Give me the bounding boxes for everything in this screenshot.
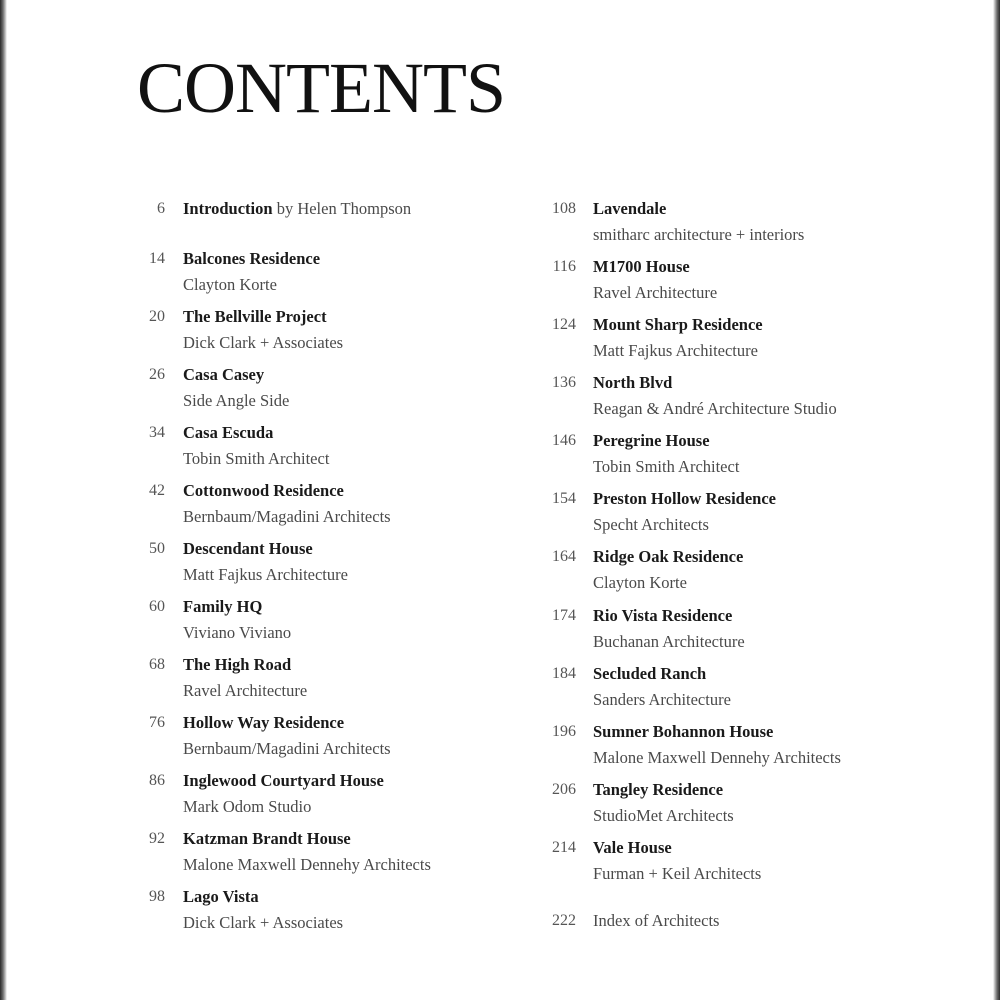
architect-name: Sanders Architecture — [593, 690, 731, 709]
intro-byline: by Helen Thompson — [276, 199, 412, 218]
architect-name: Clayton Korte — [593, 573, 687, 592]
project-name: Lavendale — [593, 199, 667, 218]
page-number: 146 — [552, 432, 576, 449]
page-edge-right — [993, 0, 1000, 1000]
page-number: 184 — [552, 665, 576, 682]
architect-name: smitharc architecture + interiors — [593, 225, 805, 244]
page-number: 60 — [149, 598, 165, 615]
page-title: CONTENTS — [137, 48, 505, 128]
page-number: 108 — [552, 200, 576, 217]
page-number: 98 — [149, 888, 165, 905]
intro-label: Introduction — [183, 199, 273, 218]
page-number: 164 — [552, 548, 576, 565]
project-name: The Bellville Project — [183, 307, 327, 326]
architect-name: Dick Clark + Associates — [183, 333, 344, 352]
project-name: Casa Escuda — [183, 423, 274, 442]
project-name: Katzman Brandt House — [183, 829, 351, 848]
project-name: The High Road — [183, 655, 292, 674]
project-name: North Blvd — [593, 373, 673, 392]
architect-name: Malone Maxwell Dennehy Architects — [593, 748, 841, 767]
page-edge-left — [0, 0, 7, 1000]
page-number: 196 — [552, 723, 576, 740]
page-number: 6 — [157, 200, 165, 217]
page-number: 34 — [149, 424, 165, 441]
page-number: 68 — [149, 656, 165, 673]
page-number: 206 — [552, 781, 576, 798]
project-name: Descendant House — [183, 539, 313, 558]
project-name: Inglewood Courtyard House — [183, 771, 384, 790]
architect-name: Specht Architects — [593, 515, 709, 534]
entry-title — [183, 200, 411, 218]
page-number: 124 — [552, 316, 576, 333]
architect-name: Malone Maxwell Dennehy Architects — [183, 855, 431, 874]
project-name: Casa Casey — [183, 365, 265, 384]
index-label: Index of Architects — [593, 911, 720, 930]
architect-name: Bernbaum/Magadini Architects — [183, 739, 391, 758]
page-number: 214 — [552, 839, 576, 856]
page-number: 92 — [149, 830, 165, 847]
page-number: 26 — [149, 366, 165, 383]
page-number: 42 — [149, 482, 165, 499]
architect-name: Dick Clark + Associates — [183, 913, 344, 932]
project-name: Cottonwood Residence — [183, 481, 344, 500]
architect-name: Mark Odom Studio — [183, 797, 312, 816]
page-number: 222 — [552, 912, 576, 929]
page-number: 20 — [149, 308, 165, 325]
architect-name: Tobin Smith Architect — [183, 449, 330, 468]
architect-name: Matt Fajkus Architecture — [183, 565, 348, 584]
project-name: Preston Hollow Residence — [593, 489, 777, 508]
page-number: 174 — [552, 607, 576, 624]
page-number: 154 — [552, 490, 576, 507]
page-number: 50 — [149, 540, 165, 557]
page-number: 116 — [552, 258, 576, 275]
page-number: 136 — [552, 374, 576, 391]
project-name: Hollow Way Residence — [183, 713, 345, 732]
architect-name: Reagan & André Architecture Studio — [593, 399, 837, 418]
architect-name: Furman + Keil Architects — [593, 864, 762, 883]
page-number: 86 — [149, 772, 165, 789]
architect-name: Matt Fajkus Architecture — [593, 341, 758, 360]
architect-name: Ravel Architecture — [183, 681, 308, 700]
page-number: 76 — [149, 714, 165, 731]
project-name: Balcones Residence — [183, 249, 321, 268]
architect-name: Bernbaum/Magadini Architects — [183, 507, 391, 526]
project-name: Ridge Oak Residence — [593, 547, 744, 566]
project-name: M1700 House — [593, 257, 690, 276]
architect-name: Clayton Korte — [183, 275, 277, 294]
architect-name: Side Angle Side — [183, 391, 290, 410]
project-name: Secluded Ranch — [593, 664, 707, 683]
architect-name: Ravel Architecture — [593, 283, 718, 302]
page-number: 14 — [149, 250, 165, 267]
architect-name: Viviano Viviano — [183, 623, 292, 642]
project-name: Sumner Bohannon House — [593, 722, 774, 741]
project-name: Mount Sharp Residence — [593, 315, 763, 334]
architect-name: Tobin Smith Architect — [593, 457, 740, 476]
project-name: Family HQ — [183, 597, 263, 616]
project-name: Vale House — [593, 838, 672, 857]
project-name: Lago Vista — [183, 887, 259, 906]
project-name: Peregrine House — [593, 431, 710, 450]
project-name: Tangley Residence — [593, 780, 724, 799]
architect-name: Buchanan Architecture — [593, 632, 745, 651]
project-name: Rio Vista Residence — [593, 606, 733, 625]
architect-name: StudioMet Architects — [593, 806, 734, 825]
